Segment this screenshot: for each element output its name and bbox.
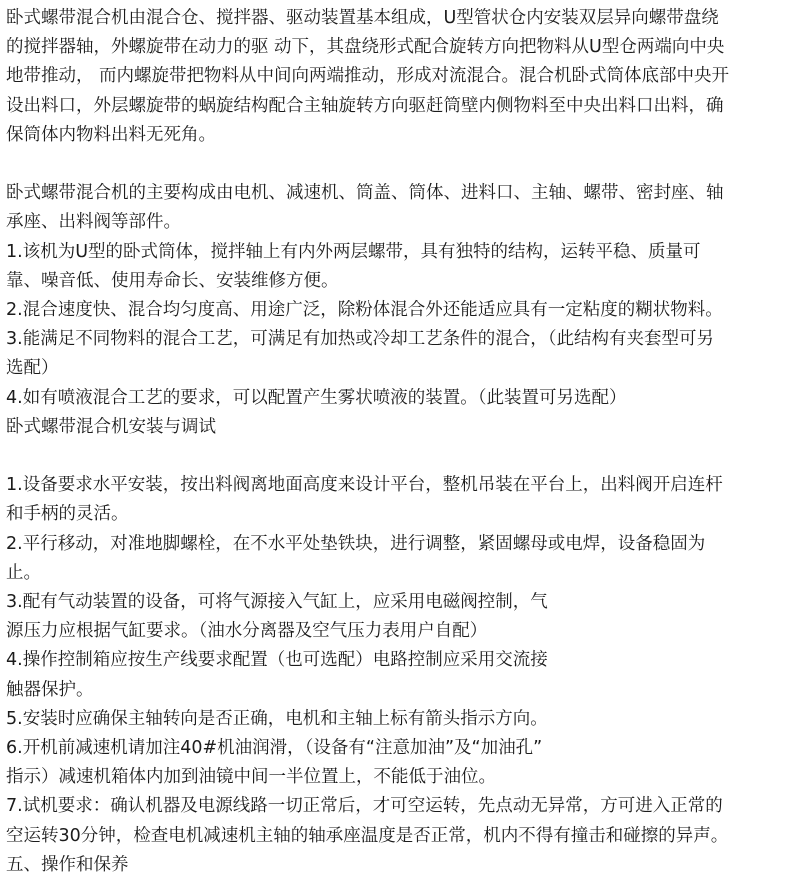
text-line: 空运转30分钟，检查电机减速机主轴的轴承座温度是否正常，机内不得有撞击和碰擦的异声。	[6, 825, 729, 846]
text-line: 4.如有喷液混合工艺的要求，可以配置产生雾状喷液的装置。（此装置可另选配）	[6, 387, 627, 408]
text-line: 设出料口，外层螺旋带的蜗旋结构配合主轴旋转方向驱赶筒壁内侧物料至中央出料口出料，确	[6, 95, 724, 116]
text-line: 卧式螺带混合机安装与调试	[6, 416, 216, 437]
text-line: 地带推动， 而内螺旋带把物料从中间向两端推动，形成对流混合。混合机卧式筒体底部中央开	[6, 66, 730, 87]
text-line: 2.混合速度快、混合均匀度高、用途广泛，除粉体混合外还能适应具有一定粘度的糊状物料。	[6, 300, 723, 321]
text-line: 止。	[6, 562, 41, 583]
text-line: 和手柄的灵活。	[6, 504, 129, 525]
text-line: 选配）	[6, 358, 59, 379]
text-line: 1.该机为U型的卧式筒体，搅拌轴上有内外两层螺带，具有独特的结构，运转平稳、质量可	[6, 241, 701, 262]
text-line: 指示）减速机箱体内加到油镜中间一半位置上，不能低于油位。	[6, 767, 496, 788]
text-line: 触器保护。	[6, 679, 94, 700]
text-line: 7.试机要求：确认机器及电源线路一切正常后，才可空运转，先点动无异常，方可进入正常的	[6, 796, 723, 817]
text-line: 4.操作控制箱应按生产线要求配置（也可选配）电路控制应采用交流接	[6, 650, 548, 671]
text-line: 3.能满足不同物料的混合工艺，可满足有加热或冷却工艺条件的混合，（此结构有夹套型可另	[6, 329, 714, 350]
text-line: 1.设备要求水平安装，按出料阀离地面高度来设计平台，整机吊装在平台上，出料阀开启连杆	[6, 475, 723, 496]
text-line: 5.安装时应确保主轴转向是否正确，电机和主轴上标有箭头指示方向。	[6, 708, 548, 729]
text-line: 6.开机前减速机请加注40#机油润滑，（设备有“注意加油”及“加油孔”	[6, 738, 543, 759]
text-line: 卧式螺带混合机的主要构成由电机、减速机、筒盖、筒体、进料口、主轴、螺带、密封座、轴	[6, 183, 724, 204]
text-line: 3.配有气动装置的设备，可将气源接入气缸上，应采用电磁阀控制，气	[6, 592, 548, 613]
blank-line	[6, 442, 792, 471]
text-line: 的搅拌器轴，外螺旋带在动力的驱 动下，其盘绕形式配合旋转方向把物料从U型仓两端向中央	[6, 37, 725, 58]
text-line: 承座、出料阀等部件。	[6, 212, 181, 233]
text-line: 源压力应根据气缸要求。（油水分离器及空气压力表用户自配）	[6, 621, 488, 642]
text-line: 靠、噪音低、使用寿命长、安装维修方便。	[6, 270, 339, 291]
text-line: 保筒体内物料出料无死角。	[6, 124, 216, 145]
text-line: 2.平行移动，对准地脚螺栓，在不水平处垫铁块，进行调整，紧固螺母或电焊，设备稳固为	[6, 533, 706, 554]
blank-line	[6, 150, 792, 179]
text-line: 卧式螺带混合机由混合仓、搅拌器、驱动装置基本组成，U型管状仓内安装双层异向螺带盘绕	[6, 8, 719, 28]
text-line: 五、操作和保养	[6, 854, 129, 875]
